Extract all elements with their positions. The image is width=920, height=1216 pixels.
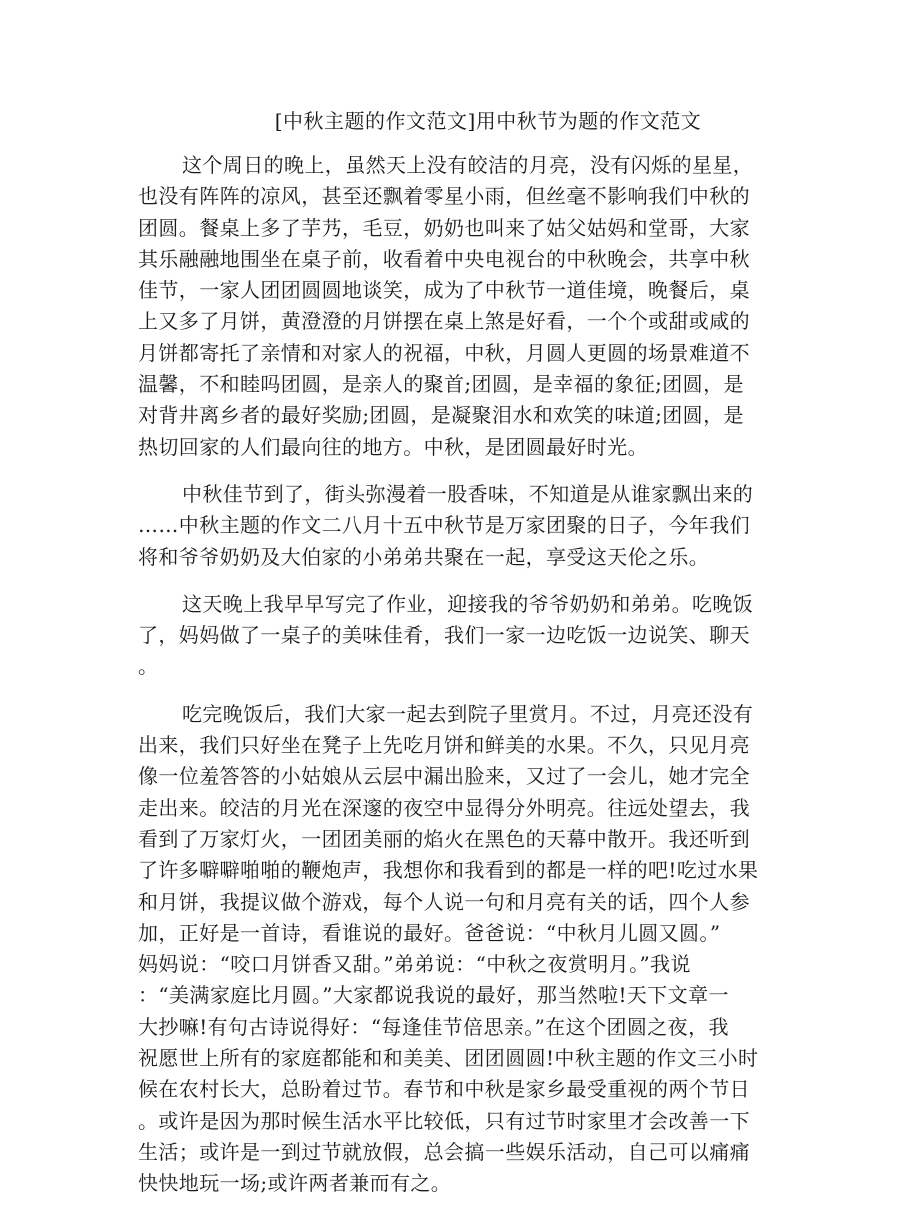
paragraph-line: 对背井离乡者的最好奖励;团圆，是凝聚泪水和欢笑的味道;团圆，是 [138,403,744,428]
paragraph-line: 上又多了月饼，黄澄澄的月饼摆在桌上煞是好看，一个个或甜或咸的 [138,309,750,334]
paragraph-line: 了许多噼噼啪啪的鞭炮声，我想你和我看到的都是一样的吧!吃过水果 [138,858,759,883]
paragraph-line: 出来，我们只好坐在凳子上先吃月饼和鲜美的水果。不久，只见月亮 [138,733,750,758]
paragraph-line: 候在农村长大，总盼着过节。春节和中秋是家乡最受重视的两个节日 [138,1077,750,1102]
paragraph-line: 走出来。皎洁的月光在深邃的夜空中显得分外明亮。往远处望去，我 [138,795,750,820]
paragraph-line: 了，妈妈做了一桌子的美味佳肴，我们一家一边吃饭一边说笑、聊天 [138,623,750,648]
paragraph-line: 温馨，不和睦吗团圆，是亲人的聚首;团圆，是幸福的象征;团圆，是 [138,372,744,397]
paragraph-line: 将和爷爷奶奶及大伯家的小弟弟共聚在一起，享受这天伦之乐。 [138,544,710,569]
paragraph-line: 团圆。餐桌上多了芋艿，毛豆，奶奶也叫来了姑父姑妈和堂哥，大家 [138,215,750,240]
paragraph-line: 这天晚上我早早写完了作业，迎接我的爷爷奶奶和弟弟。吃晚饭 [182,591,754,616]
paragraph-2 [138,479,780,573]
paragraph-line: 妈妈说：“咬口月饼香又甜。”弟弟说：“中秋之夜赏明月。”我说 [138,952,691,977]
paragraph-line: ：“美满家庭比月圆。”大家都说我说的最好，那当然啦!天下文章一 [138,983,729,1008]
paragraph-line: ……中秋主题的作文二八月十五中秋节是万家团聚的日子，今年我们 [138,513,750,538]
paragraph-line: 大抄嘛!有句古诗说得好：“每逢佳节倍思亲。”在这个团圆之夜，我 [138,1014,729,1039]
paragraph-line: 。或许是因为那时候生活水平比较低，只有过节时家里才会改善一下 [138,1108,750,1133]
document-title: [中秋主题的作文范文]用中秋节为题的作文范文 [274,109,702,133]
paragraph-line: 吃完晚饭后，我们大家一起去到院子里赏月。不过，月亮还没有 [182,701,754,726]
paragraph-1 [138,150,780,463]
paragraph-line: 月饼都寄托了亲情和对家人的祝福，中秋，月圆人更圆的场景难道不 [138,340,750,365]
paragraph-4 [138,699,780,1200]
paragraph-line: 快快地玩一场;或许两者兼而有之。 [138,1171,452,1196]
paragraph-line: 热切回家的人们最向往的地方。中秋，是团圆最好时光。 [138,434,648,459]
document-body [138,150,780,1216]
paragraph-line: 中秋佳节到了，街头弥漫着一股香味，不知道是从谁家飘出来的 [182,481,754,506]
paragraph-line: 像一位羞答答的小姑娘从云层中漏出脸来，又过了一会儿，她才完全 [138,764,750,789]
paragraph-3 [138,589,780,683]
paragraph-line: 生活；或许是一到过节就放假，总会搞一些娱乐活动，自己可以痛痛 [138,1139,750,1164]
paragraph-line: 佳节，一家人团团圆圆地谈笑，成为了中秋节一道佳境，晚餐后，桌 [138,278,750,303]
paragraph-line: 这个周日的晚上，虽然天上没有皎洁的月亮，没有闪烁的星星， [182,153,754,177]
paragraph-line: 也没有阵阵的凉风，甚至还飘着零星小雨，但丝毫不影响我们中秋的 [138,184,750,209]
paragraph-line: 祝愿世上所有的家庭都能和和美美、团团圆圆!中秋主题的作文三小时 [138,1046,759,1071]
paragraph-line: 和月饼，我提议做个游戏，每个人说一句和月亮有关的话，四个人参 [138,889,750,914]
paragraph-line: 其乐融融地围坐在桌子前，收看着中央电视台的中秋晚会，共享中秋 [138,246,750,271]
paragraph-line: 。 [138,654,159,679]
paragraph-line: 看到了万家灯火，一团团美丽的焰火在黑色的天幕中散开。我还听到 [138,826,750,851]
paragraph-line: 加，正好是一首诗，看谁说的最好。爸爸说：“中秋月儿圆又圆。” [138,920,721,945]
